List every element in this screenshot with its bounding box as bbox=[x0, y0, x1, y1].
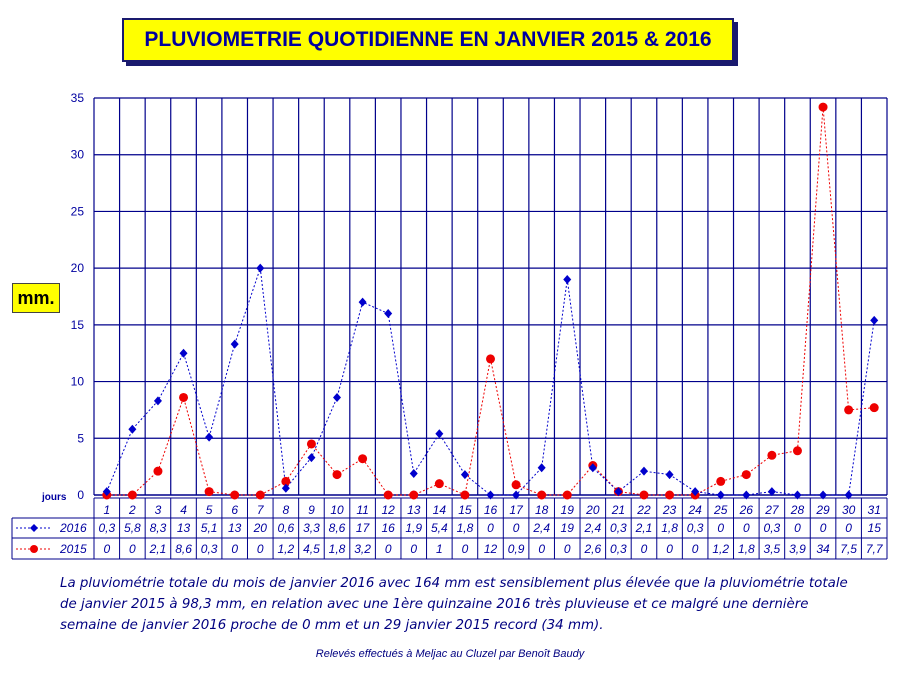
data-point-2015 bbox=[153, 467, 162, 476]
data-point-2015 bbox=[128, 491, 137, 500]
x-tick-label: 29 bbox=[816, 503, 830, 517]
y-tick-label: 0 bbox=[77, 488, 84, 502]
data-label-2016: 2,1 bbox=[635, 521, 653, 535]
data-label-2016: 5,4 bbox=[430, 521, 448, 535]
y-tick-label: 35 bbox=[70, 91, 84, 105]
data-label-2016: 0 bbox=[487, 521, 494, 535]
data-label-2015: 12 bbox=[483, 542, 498, 556]
data-label-2016: 0,3 bbox=[98, 521, 116, 535]
data-point-2015 bbox=[767, 451, 776, 460]
data-label-2016: 0,3 bbox=[610, 521, 627, 535]
data-label-2015: 0 bbox=[563, 542, 571, 556]
data-label-2015: 0,9 bbox=[507, 542, 525, 556]
y-tick-label: 15 bbox=[70, 317, 84, 332]
y-tick-label: 5 bbox=[77, 431, 84, 446]
x-tick-label: 25 bbox=[714, 503, 728, 517]
y-axis-unit-label: mm. bbox=[12, 283, 60, 313]
data-label-2015: 1,8 bbox=[737, 542, 755, 556]
y-tick-label: 20 bbox=[70, 261, 84, 276]
data-point-2015 bbox=[819, 103, 828, 112]
data-point-2015 bbox=[716, 477, 725, 486]
x-tick-label: 22 bbox=[637, 503, 651, 517]
data-point-2015 bbox=[307, 439, 316, 448]
data-label-2016: 0 bbox=[845, 521, 852, 535]
credit-line: Relevés effectués à Meljac au Cluzel par Benoît Baudy bbox=[315, 648, 585, 660]
data-label-2015: 1,8 bbox=[328, 542, 346, 556]
data-point-2016 bbox=[128, 425, 136, 434]
data-label-2015: 0 bbox=[256, 542, 264, 556]
data-label-2016: 1,8 bbox=[661, 521, 678, 535]
data-point-2016 bbox=[666, 470, 674, 479]
x-tick-label: 17 bbox=[509, 503, 523, 517]
y-tick-label: 10 bbox=[70, 374, 84, 389]
data-label-2016: 0 bbox=[742, 521, 750, 535]
x-tick-label: 24 bbox=[688, 503, 702, 517]
data-label-2016: 5,8 bbox=[124, 521, 141, 535]
data-point-2015 bbox=[179, 393, 188, 402]
x-tick-label: 8 bbox=[282, 503, 290, 517]
data-label-2015: 7,7 bbox=[865, 542, 883, 556]
data-point-2016 bbox=[256, 264, 264, 273]
data-point-2015 bbox=[537, 491, 546, 500]
data-point-2016 bbox=[359, 298, 367, 307]
x-tick-label: 26 bbox=[739, 503, 753, 517]
data-label-2016: 2,4 bbox=[533, 521, 551, 535]
data-point-2015 bbox=[665, 491, 674, 500]
x-tick-label: 4 bbox=[180, 503, 187, 517]
data-label-2016: 8,3 bbox=[149, 521, 167, 535]
x-tick-label: 21 bbox=[611, 503, 626, 517]
data-point-2016 bbox=[384, 309, 392, 318]
data-point-2015 bbox=[205, 487, 214, 496]
data-label-2015: 0 bbox=[384, 542, 392, 556]
data-label-2015: 8,6 bbox=[175, 542, 192, 556]
x-tick-label: 3 bbox=[154, 503, 162, 517]
data-point-2016 bbox=[231, 340, 239, 349]
data-label-2016: 0,3 bbox=[686, 521, 704, 535]
data-label-2015: 0 bbox=[410, 542, 418, 556]
data-label-2015: 2,1 bbox=[149, 542, 167, 556]
legend-marker-2016 bbox=[30, 524, 38, 532]
data-point-2015 bbox=[435, 479, 444, 488]
x-tick-label: 16 bbox=[483, 503, 498, 517]
data-label-2015: 0 bbox=[461, 542, 469, 556]
data-label-2015: 0 bbox=[129, 542, 136, 556]
data-point-2016 bbox=[640, 467, 648, 476]
data-point-2016 bbox=[435, 429, 443, 438]
data-label-2015: 3,2 bbox=[354, 542, 371, 556]
data-label-2015: 0 bbox=[666, 542, 673, 556]
data-label-2016: 0 bbox=[512, 521, 520, 535]
x-tick-label: 13 bbox=[407, 503, 421, 517]
data-label-2015: 1 bbox=[435, 542, 443, 556]
data-label-2016: 0 bbox=[819, 521, 827, 535]
data-point-2015 bbox=[230, 491, 239, 500]
data-label-2015: 0 bbox=[103, 542, 111, 556]
data-point-2015 bbox=[358, 454, 367, 463]
y-tick-label: 25 bbox=[70, 204, 84, 219]
data-point-2015 bbox=[870, 403, 879, 412]
data-point-2015 bbox=[844, 405, 853, 414]
data-label-2016: 3,3 bbox=[303, 521, 320, 535]
x-tick-label: 11 bbox=[356, 503, 369, 517]
data-label-2016: 15 bbox=[867, 521, 881, 535]
x-tick-label: 2 bbox=[129, 503, 136, 517]
data-point-2015 bbox=[460, 491, 469, 500]
data-label-2015: 0 bbox=[231, 542, 239, 556]
x-tick-label: 10 bbox=[330, 503, 344, 517]
x-tick-label: 28 bbox=[790, 503, 805, 517]
data-label-2015: 4,5 bbox=[303, 542, 320, 556]
x-tick-label: 18 bbox=[534, 503, 549, 517]
data-label-2016: 20 bbox=[253, 521, 267, 535]
x-tick-label: 6 bbox=[231, 503, 239, 517]
data-label-2015: 3,5 bbox=[763, 542, 781, 556]
data-label-2016: 8,6 bbox=[328, 521, 346, 535]
summary-note: La pluviométrie totale du mois de janvier 2016 avec 164 mm est sensiblement plus élevée que la pluviométrie totale de janvier 2015 à 98,3 mm, en relation avec une 1ère quinzaine 2016 très pluvieuse et ce malgré une dernière semaine de janvier 2016 proche de 0 mm et un 29 janvier 2015 record (34 mm). bbox=[60, 576, 848, 633]
data-point-2015 bbox=[409, 491, 418, 500]
x-tick-label: 5 bbox=[205, 503, 213, 517]
data-point-2015 bbox=[793, 446, 802, 455]
data-label-2016: 0,6 bbox=[277, 521, 295, 535]
data-label-2015: 0 bbox=[538, 542, 546, 556]
data-label-2016: 13 bbox=[228, 521, 242, 535]
data-label-2015: 7,5 bbox=[840, 542, 857, 556]
x-axis-days-label: jours bbox=[42, 492, 67, 503]
x-tick-label: 7 bbox=[256, 503, 264, 517]
data-point-2015 bbox=[563, 491, 572, 500]
data-label-2015: 3,9 bbox=[789, 542, 806, 556]
data-label-2016: 0 bbox=[717, 521, 725, 535]
x-tick-label: 9 bbox=[308, 503, 315, 517]
legend-label-2016: 2016 bbox=[60, 521, 87, 535]
x-tick-label: 1 bbox=[103, 503, 111, 517]
data-label-2015: 1,2 bbox=[712, 542, 730, 556]
data-point-2016 bbox=[180, 349, 188, 358]
x-tick-label: 27 bbox=[765, 503, 779, 517]
legend-marker-2015 bbox=[30, 545, 38, 553]
x-tick-label: 23 bbox=[662, 503, 677, 517]
data-point-2016 bbox=[333, 393, 341, 402]
data-label-2016: 13 bbox=[176, 521, 191, 535]
x-tick-label: 20 bbox=[586, 503, 600, 517]
data-label-2016: 0 bbox=[794, 521, 801, 535]
data-point-2015 bbox=[639, 491, 648, 500]
data-label-2015: 34 bbox=[816, 542, 830, 556]
data-label-2016: 17 bbox=[355, 521, 370, 535]
data-point-2016 bbox=[461, 470, 469, 479]
data-label-2016: 16 bbox=[381, 521, 395, 535]
x-tick-label: 12 bbox=[381, 503, 395, 517]
data-label-2015: 1,2 bbox=[277, 542, 295, 556]
chart-title: PLUVIOMETRIE QUOTIDIENNE EN JANVIER 2015 & 2016 bbox=[122, 18, 734, 62]
data-point-2015 bbox=[256, 491, 265, 500]
x-tick-label: 14 bbox=[432, 503, 447, 517]
data-label-2015: 0 bbox=[691, 542, 699, 556]
data-label-2015: 0 bbox=[640, 542, 648, 556]
x-tick-label: 30 bbox=[841, 503, 856, 517]
data-label-2016: 5,1 bbox=[200, 521, 218, 535]
data-point-2015 bbox=[512, 480, 521, 489]
data-point-2015 bbox=[333, 470, 342, 479]
x-tick-label: 19 bbox=[560, 503, 574, 517]
data-label-2016: 1,8 bbox=[456, 521, 474, 535]
data-label-2016: 1,9 bbox=[405, 521, 423, 535]
data-point-2015 bbox=[486, 354, 495, 363]
x-tick-label: 31 bbox=[867, 503, 881, 517]
data-label-2016: 0,3 bbox=[763, 521, 781, 535]
data-point-2016 bbox=[410, 469, 418, 478]
data-point-2015 bbox=[742, 470, 751, 479]
data-point-2016 bbox=[205, 433, 213, 442]
data-point-2016 bbox=[538, 463, 546, 472]
x-tick-label: 15 bbox=[458, 503, 472, 517]
y-tick-label: 30 bbox=[70, 147, 84, 162]
data-label-2015: 2,6 bbox=[584, 542, 602, 556]
data-label-2015: 0,3 bbox=[200, 542, 218, 556]
data-label-2016: 2,4 bbox=[584, 521, 602, 535]
data-point-2016 bbox=[870, 316, 878, 325]
data-label-2016: 19 bbox=[560, 521, 574, 535]
legend-label-2015: 2015 bbox=[60, 542, 87, 556]
data-point-2015 bbox=[384, 491, 393, 500]
data-label-2015: 0,3 bbox=[610, 542, 627, 556]
data-point-2016 bbox=[563, 275, 571, 284]
